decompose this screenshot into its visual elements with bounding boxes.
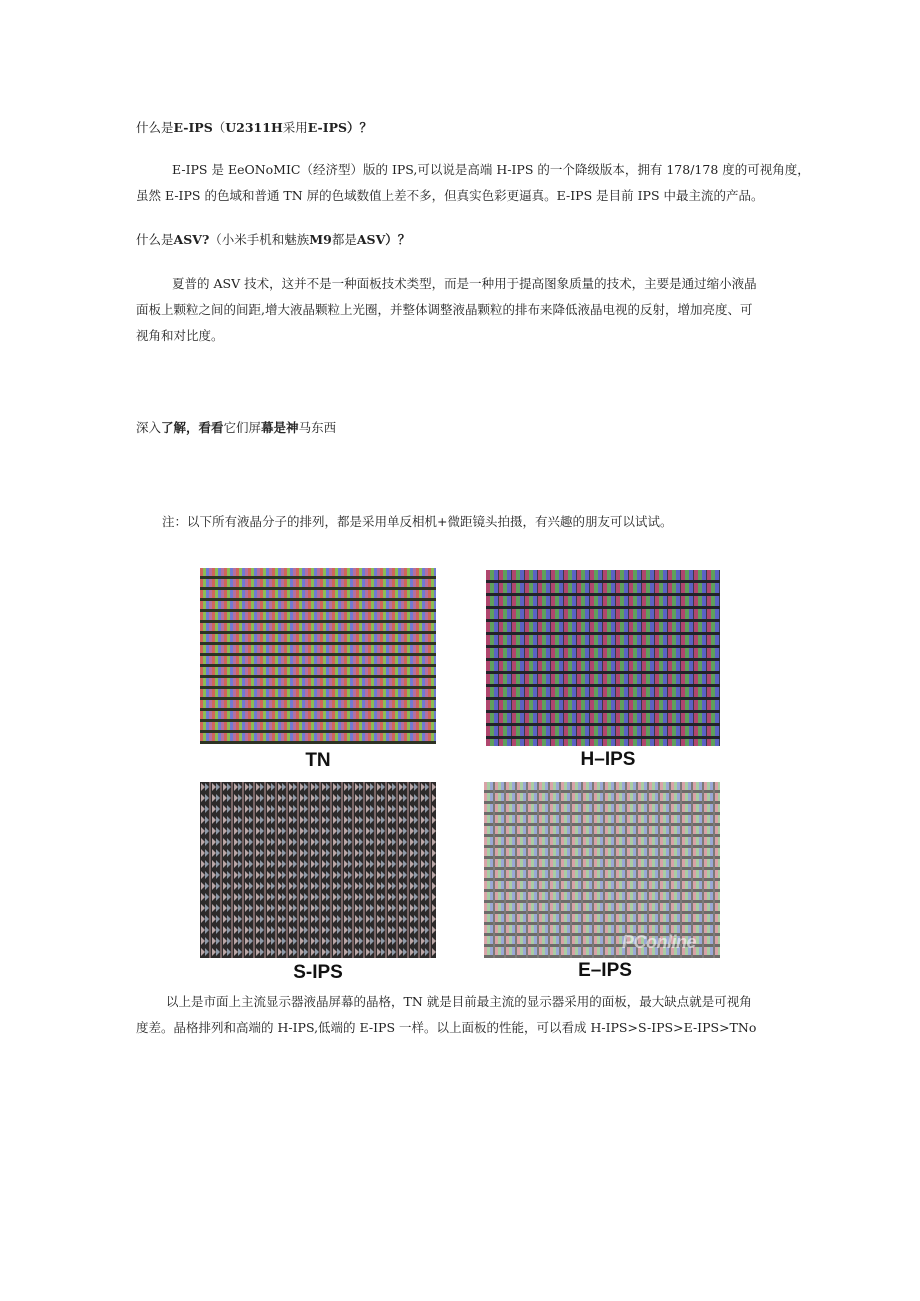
q2-mid: （小米手机和魅族 bbox=[209, 232, 310, 247]
q2-mid2: 都是 bbox=[331, 232, 357, 247]
heading-part3: 它们屏 bbox=[223, 420, 262, 435]
q1-prefix: 什么是 bbox=[136, 120, 174, 135]
heading-part4: 幕是神 bbox=[261, 420, 299, 435]
q1-term2: E-IPS bbox=[307, 120, 348, 135]
caption-e-ips: E–IPS bbox=[578, 960, 632, 981]
q2-prefix: 什么是 bbox=[136, 232, 174, 247]
paragraph-eips-line2: 虽然 E-IPS 的色域和普通 TN 屏的色域数值上差不多，但真实色彩更逼真。E-IPS 是目前 IPS 中最主流的产品。 bbox=[136, 188, 764, 203]
q1-term: E-IPS bbox=[173, 120, 213, 135]
paragraph-summary-line1: 以上是市面上主流显示器液晶屏幕的晶格，TN 就是目前最主流的显示器采用的面板，最大缺点就是可视角 bbox=[166, 994, 752, 1009]
s-ips-pixel-photo bbox=[200, 782, 436, 958]
q2-term: ASV? bbox=[173, 232, 210, 247]
q2-term2: ASV bbox=[356, 232, 386, 247]
pconline-watermark: PConline bbox=[622, 932, 697, 952]
q2-end: ）？ bbox=[385, 232, 411, 247]
caption-h-ips: H–IPS bbox=[580, 749, 636, 770]
paragraph-summary-line2: 度差。晶格排列和高端的 H-IPS,低端的 E-IPS 一样。以上面板的性能，可以看成 H-IPS>S-IPS>E-IPS>TNo bbox=[136, 1020, 757, 1035]
caption-s-ips: S-IPS bbox=[293, 962, 343, 983]
caption-tn: TN bbox=[305, 750, 331, 771]
paragraph-asv-line2: 面板上颗粒之间的间距,增大液晶颗粒上光圈，并整体调整液晶颗粒的排布来降低液晶电视的反射，增加亮度、可 bbox=[136, 302, 753, 317]
h-ips-pixel-photo bbox=[486, 570, 720, 746]
q1-mid: 采用 bbox=[282, 120, 308, 135]
heading-part2: 了解，看看 bbox=[161, 420, 224, 435]
heading-part5: 马东西 bbox=[298, 420, 337, 435]
question-asv bbox=[136, 232, 410, 248]
paragraph-asv-line3: 视角和对比度。 bbox=[136, 328, 224, 343]
section-heading bbox=[136, 420, 336, 436]
paragraph-asv-line1: 夏普的 ASV 技术，这并不是一种面板技术类型，而是一种用于提高图象质量的技术，主要是通过缩小液晶 bbox=[172, 276, 757, 291]
heading-part1: 深入 bbox=[136, 420, 162, 435]
tn-pixel-photo bbox=[200, 568, 436, 744]
q1-end: ）？ bbox=[347, 120, 373, 135]
question-eips bbox=[136, 120, 372, 136]
q1-paren: （ bbox=[212, 120, 226, 135]
q1-model: U2311H bbox=[225, 120, 283, 135]
paragraph-eips-line1: E-IPS 是 EeONoMIC（经济型）版的 IPS,可以说是高端 H-IPS 的一个降级版本，拥有 178/178 度的可视角度， bbox=[172, 162, 810, 177]
q2-model: M9 bbox=[309, 232, 332, 247]
photo-note: 注：以下所有液晶分子的排列，都是采用单反相机+微距镜头拍摄，有兴趣的朋友可以试试。 bbox=[162, 514, 673, 529]
